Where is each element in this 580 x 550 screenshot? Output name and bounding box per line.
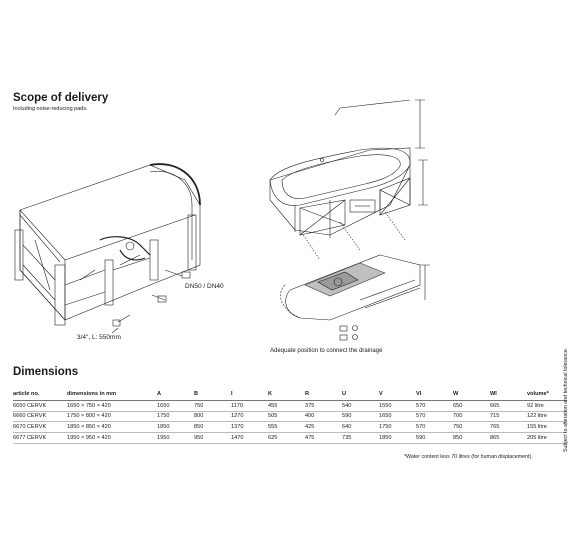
header-cell: dimensions in mm [67,389,157,400]
table-cell: 1750 × 800 × 420 [67,411,157,422]
table-cell: 1750 [379,422,416,433]
table-cell: 650 [453,400,490,411]
table-cell: 625 [268,433,305,444]
table-cell: 1270 [231,411,268,422]
table-cell: 950 [194,433,231,444]
table-cell: 1550 [379,400,416,411]
header-cell: B [194,389,231,400]
table-cell: 505 [268,411,305,422]
scope-title: Scope of delivery [13,92,109,104]
table-cell: 6670 CERVK [13,422,67,433]
table-cell: 735 [342,433,379,444]
table-cell: 1650 [379,411,416,422]
table-cell: 400 [305,411,342,422]
header-cell: article no. [13,389,67,400]
table-row [13,422,567,433]
table-cell: 475 [305,433,342,444]
table-cell: 1170 [231,400,268,411]
table-cell: 1950 × 950 × 420 [67,433,157,444]
table-cell: 715 [490,411,527,422]
dimensions-title: Dimensions [13,366,79,378]
table-cell: 850 [194,422,231,433]
table-cell: 6650 CERVK [13,400,67,411]
table-cell: 1650 × 750 × 420 [67,400,157,411]
table-cell: 1370 [231,422,268,433]
table-cell: 665 [490,400,527,411]
header-cell: VI [416,389,453,400]
table-cell: 570 [416,411,453,422]
table-cell: 1950 [157,433,194,444]
table-row [13,411,567,422]
frame-drawing [15,164,200,333]
table-cell: 590 [416,433,453,444]
table-row [13,400,567,411]
header-cell: V [379,389,416,400]
table-header-row [13,389,567,400]
drainage-caption: Adequate position to connect the drainage [270,348,383,354]
table-cell: 700 [453,411,490,422]
table-cell: 850 [453,433,490,444]
header-cell: volume* [527,389,567,400]
table-cell: 1650 [157,400,194,411]
bathtub-drawing [270,100,428,238]
table-cell: 425 [305,422,342,433]
table-cell: 570 [416,422,453,433]
header-cell: A [157,389,194,400]
table-cell: 590 [342,411,379,422]
water-footnote: *Water content less 70 litres (for human displacement). [404,454,533,460]
table-cell: 800 [194,411,231,422]
table-cell: 1750 [157,411,194,422]
header-cell: WI [490,389,527,400]
table-cell: 1850 × 850 × 420 [67,422,157,433]
scope-subtitle: Including noise-reducing pads. [13,106,88,112]
table-cell: 455 [268,400,305,411]
table-cell: 750 [194,400,231,411]
table-cell: 570 [416,400,453,411]
table-cell: 1850 [157,422,194,433]
header-cell: I [231,389,268,400]
header-cell: R [305,389,342,400]
table-cell: 155 litre [527,422,567,433]
table-cell: 205 litre [527,433,567,444]
header-cell: W [453,389,490,400]
header-cell: K [268,389,305,400]
table-cell: 375 [305,400,342,411]
side-disclaimer: Subject to alteration and technical tolerance. [563,347,569,452]
table-cell: 865 [490,433,527,444]
table-cell: 122 litre [527,411,567,422]
table-cell: 540 [342,400,379,411]
table-cell: 555 [268,422,305,433]
table-cell: 640 [342,422,379,433]
table-cell: 765 [490,422,527,433]
table-cell: 6660 CERVK [13,411,67,422]
table-cell: 1470 [231,433,268,444]
header-cell: U [342,389,379,400]
dimensions-table [13,389,567,444]
table-cell: 92 litre [527,400,567,411]
fitting-length-label: 3/4", L: 550mm [77,334,121,341]
table-row [13,433,567,444]
table-cell: 6677 CERVK [13,433,67,444]
table-cell: 1850 [379,433,416,444]
pipe-size-label: DN50 / DN40 [185,283,224,290]
table-cell: 750 [453,422,490,433]
